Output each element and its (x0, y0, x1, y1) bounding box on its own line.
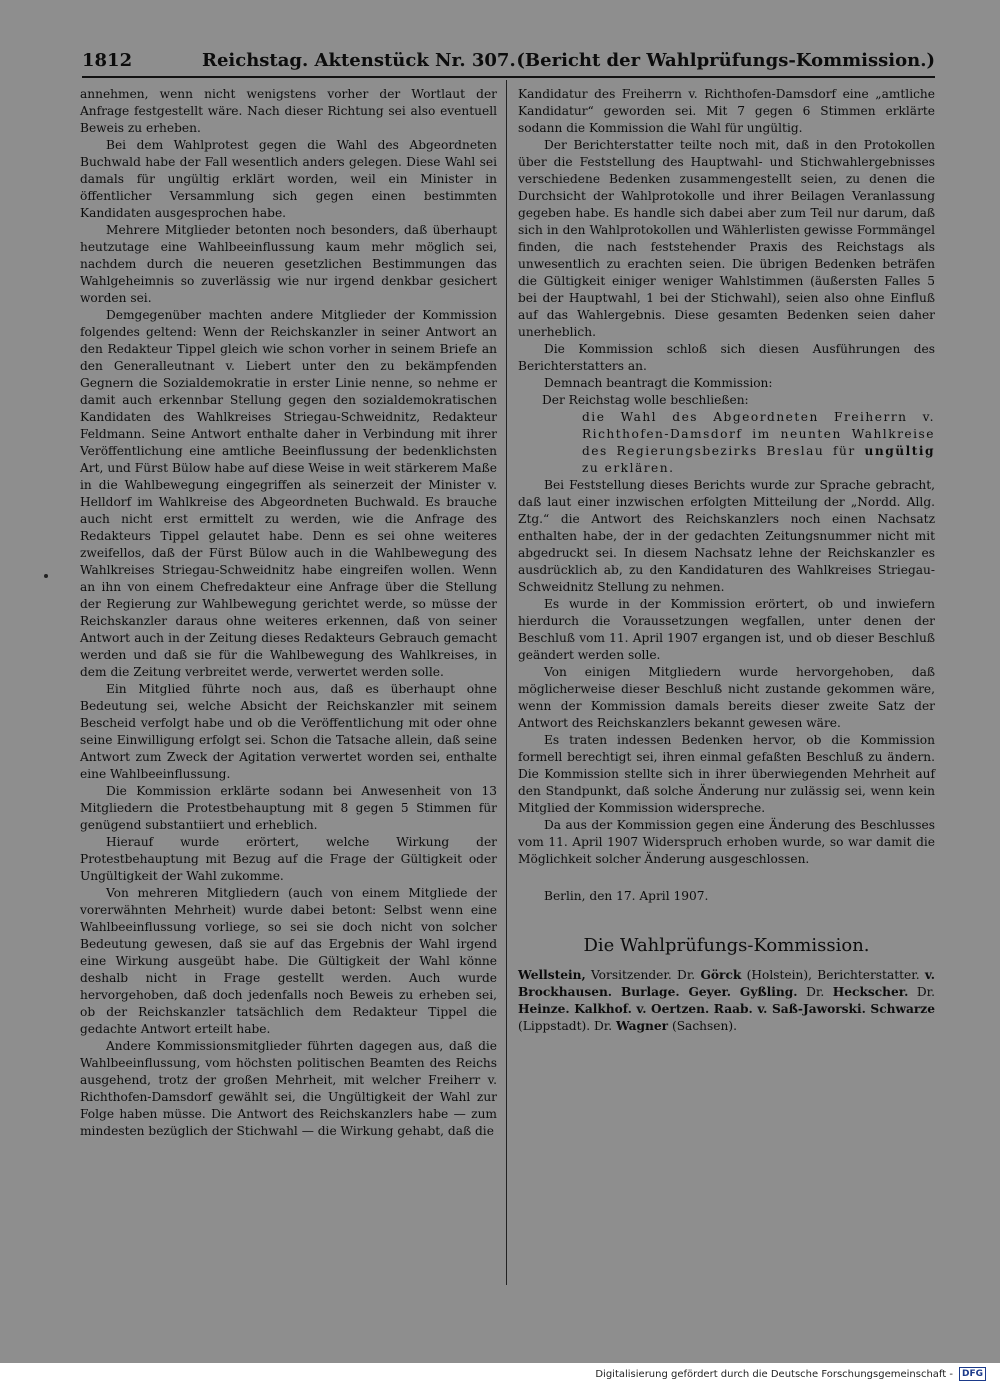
footer (595, 1366, 986, 1382)
signatures (518, 967, 935, 1035)
paragraph: Die Kommission schloß sich diesen Ausführungen des Berichterstatters an. (518, 342, 935, 373)
motion-end: zu erklären. (582, 461, 675, 475)
paragraph: Demgegenüber machten andere Mitglieder der Kommission folgendes geltend: Wenn der Reichskanzler in seiner Antwort an den Redakteur Tippel gleich wie schon vorher in seinem Briefe an den Generalleutnant v. Liebert unter den zu bekämpfenden Gegnern die Sozialdemokratie in erster Linie nenne, so nehme er damit auch erkennbar Stellung gegen den sozialdemokratischen Kandidaten des Wahlkreises Striegau-Schweidnitz, Redakteur Feldmann. Seine Antwort enthalte daher in Verbindung mit ihrer Veröffentlichung eine amtliche Beeinflussung der bedenklichsten Art, und Fürst Bülow habe auf diese Weise in weit stärkerem Maße in die Wahlbewegung eingegriffen als seinerzeit der Minister v. Helldorf im Wahlkreise des Abgeordneten Buchwald. Es brauche auch nicht erst ermittelt zu werden, wie die Anfrage des Redakteurs Tippel gelautet habe. Denn es sei ohne weiteres zweifellos, daß der Fürst Bülow auch in die Wahlbewegung des Wahlkreises Striegau-Schweidnitz habe eingreifen wollen. Wenn an ihn von einem Chefredakteur eine Anfrage über die Stellung der Regierung zur Wahlbewegung gerichtet werde, so müsse der Reichskanzler daraus ohne weiteres erkennen, daß von seiner Antwort auch in der Zeitung dieses Redakteurs Gebrauch gemacht werden und daß sie für die Wahlbewegung des Wahlkreises, in dem die Zeitung verbreitet werde, verwertet werden solle. (80, 308, 497, 679)
signature-name: Wagner (615, 1019, 669, 1033)
paragraph: Bei Feststellung dieses Berichts wurde zur Sprache gebracht, daß laut einer inzwischen erfolgten Mitteilung der „Nordd. Allg. Ztg.“ die Antwort des Reichskanzlers noch einen Nachsatz enthalten habe, der in der gedachten Zeitungsnummer nicht mit abgedruckt sei. In diesem Nachsatz lehne der Reichskanzler es ausdrücklich ab, zu den Kandidaturen des Wahlkreises Striegau-Schweidnitz Stellung zu nehmen. (518, 478, 935, 594)
signature-names: v. Brockhausen. Burlage. Geyer. Gyßling. (518, 968, 936, 999)
motion-body: die Wahl des Abgeordneten Freiherrn v. Richthofen-Damsdorf im neunten Wahlkreise des Regierungsbezirks Breslau für (582, 410, 935, 458)
column-divider (506, 80, 507, 1285)
paragraph: Von einigen Mitgliedern wurde hervorgehoben, daß möglicherweise dieser Beschluß nicht zustande gekommen wäre, wenn der Kommission damals bereits dieser zweite Satz der Antwort des Reichskanzlers bekannt gewesen wäre. (518, 665, 935, 730)
paragraph: Kandidatur des Freiherrn v. Richthofen-Damsdorf eine „amtliche Kandidatur“ geworden sei. Mit 7 gegen 6 Stimmen erklärte sodann die Kommission die Wahl für ungültig. (518, 87, 935, 135)
document-title: Reichstag. Aktenstück Nr. 307. (202, 50, 516, 71)
footer-credit: Digitalisierung gefördert durch die Deutsche Forschungsgemeinschaft - (595, 1368, 953, 1380)
scan-speck (44, 574, 48, 578)
paragraph: Es traten indessen Bedenken hervor, ob die Kommission formell berechtigt sei, ihren einmal gefaßten Beschluß zu ändern. Die Kommission stellte sich in ihrer überwiegenden Mehrheit auf den Standpunkt, daß solche Änderung nur zulässig sei, wenn kein Mitglied der Kommission widerspreche. (518, 733, 935, 815)
page-number: 1812 (82, 50, 133, 71)
signature-role: (Lippstadt). Dr. (518, 1019, 613, 1033)
dfg-logo: DFG (959, 1367, 986, 1381)
date-line: Berlin, den 17. April 1907. (544, 889, 709, 903)
paragraph: Von mehreren Mitgliedern (auch von einem Mitgliede der vorerwähnten Mehrheit) wurde dabei betont: Selbst wenn eine Wahlbeeinflussung vorliege, so sei sie doch nicht von solcher Bedeutung gewesen, daß sie auf das Ergebnis der Wahl irgend eine Wirkung ausgeübt habe. Die Gültigkeit der Wahl könne deshalb nicht in Frage gestellt werden. Auch wurde hervorgehoben, daß doch jedenfalls noch Beweis zu erheben sei, ob der Reichskanzler tatsächlich dem Redakteur Tippel die gedachte Antwort erteilt habe. (80, 886, 497, 1036)
paragraph: Der Berichterstatter teilte noch mit, daß in den Protokollen über die Feststellung des Hauptwahl- und Stichwahlergebnisses verschiedene Bedenken zusammengestellt seien, zu denen die Durchsicht der Wahlprotokolle und ihrer Beilagen Veranlassung gegeben habe. Es handle sich dabei aber zum Teil nur darum, daß sich in den Wahlprotokollen und Wählerlisten gewisse Formmängel finden, die nach feststehender Praxis des Reichstags als unwesentlich zu erachten seien. Die übrigen Bedenken beträfen die Gültigkeit einiger weniger Wahlstimmen (äußersten Falles 5 bei der Hauptwahl, 1 bei der Stichwahl), seien also ohne Einfluß auf das Wahlergebnis. Diese gesamten Bedenken seien daher unerheblich. (518, 138, 935, 339)
header-rule (82, 76, 935, 78)
motion-text (582, 409, 935, 477)
paragraph: Es wurde in der Kommission erörtert, ob und inwiefern hierdurch die Voraussetzungen wegfallen, unter denen der Beschluß vom 11. April 1907 ergangen ist, und ob dieser Beschluß geändert werden solle. (518, 597, 935, 662)
paragraph: Da aus der Kommission gegen eine Änderung des Beschlusses vom 11. April 1907 Widerspruch erhoben wurde, so war damit die Möglichkeit solcher Änderung ausgeschlossen. (518, 818, 935, 866)
paragraph: Demnach beantragt die Kommission: (544, 376, 773, 390)
document-subtitle: (Bericht der Wahlprüfungs-Kommission.) (516, 50, 935, 71)
right-column (518, 86, 935, 1035)
signature-name: Heckscher. (832, 985, 909, 999)
signature-name: Görck (700, 968, 742, 982)
signature-role: (Holstein), Berichterstatter. (746, 968, 920, 982)
signature-role: (Sachsen). (671, 1019, 737, 1033)
paragraph: Bei dem Wahlprotest gegen die Wahl des Abgeordneten Buchwald habe der Fall wesentlich anders gelegen. Diese Wahl sei damals für ungültig erklärt worden, weil ein Minister in öffentlicher Versammlung sich gegen einen bestimmten Kandidaten ausgesprochen habe. (80, 138, 497, 220)
paragraph: Ein Mitglied führte noch aus, daß es überhaupt ohne Bedeutung sei, welche Absicht der Reichskanzler mit seinem Bescheid verfolgt habe und ob die Veröffentlichung mit oder ohne seine Einwilligung erfolgt sei. Schon die Tatsache allein, daß seine Antwort zum Zweck der Agitation verwertet worden sei, enthalte eine Wahlbeeinflussung. (80, 682, 497, 781)
signature-name: Wellstein, (518, 968, 586, 982)
page-header (82, 48, 935, 74)
paragraph: Andere Kommissionsmitglieder führten dagegen aus, daß die Wahlbeeinflussung, vom höchsten politischen Beamten des Reichs ausgehend, trotz der großen Mehrheit, mit welcher Freiherr v. Richthofen-Damsdorf gewählt sei, die Ungültigkeit der Wahl zur Folge haben müsse. Die Antwort des Reichskanzlers habe — zum mindesten bezüglich der Stichwahl — die Wirkung gehabt, daß die (80, 1039, 497, 1138)
commission-title: Die Wahlprüfungs-Kommission. (583, 935, 870, 956)
signature-names: Heinze. Kalkhof. v. Oertzen. Raab. v. Saß-Jaworski. Schwarze (518, 1002, 935, 1016)
paragraph: Der Reichstag wolle beschließen: (542, 393, 749, 407)
paragraph: Die Kommission erklärte sodann bei Anwesenheit von 13 Mitgliedern die Protestbehauptung mit 8 gegen 5 Stimmen für genügend substantiiert und erheblich. (80, 784, 497, 832)
paragraph: Mehrere Mitglieder betonten noch besonders, daß überhaupt heutzutage eine Wahlbeeinflussung kaum mehr möglich sei, nachdem durch die neueren gesetzlichen Bestimmungen das Wahlgeheimnis so zuverlässig wie nur irgend denkbar gesichert worden sei. (80, 223, 497, 305)
signature-role: Vorsitzender. Dr. (591, 968, 696, 982)
motion-verdict: ungültig (864, 444, 935, 458)
left-column (80, 86, 497, 1140)
signature-title: Dr. (806, 985, 825, 999)
signature-title: Dr. (916, 985, 936, 999)
paragraph: Hierauf wurde erörtert, welche Wirkung der Protestbehauptung mit Bezug auf die Frage der Gültigkeit oder Ungültigkeit der Wahl zukomme. (80, 835, 497, 883)
paragraph: annehmen, wenn nicht wenigstens vorher der Wortlaut der Anfrage festgestellt wäre. Nach dieser Richtung sei also eventuell Beweis zu erheben. (80, 87, 497, 135)
